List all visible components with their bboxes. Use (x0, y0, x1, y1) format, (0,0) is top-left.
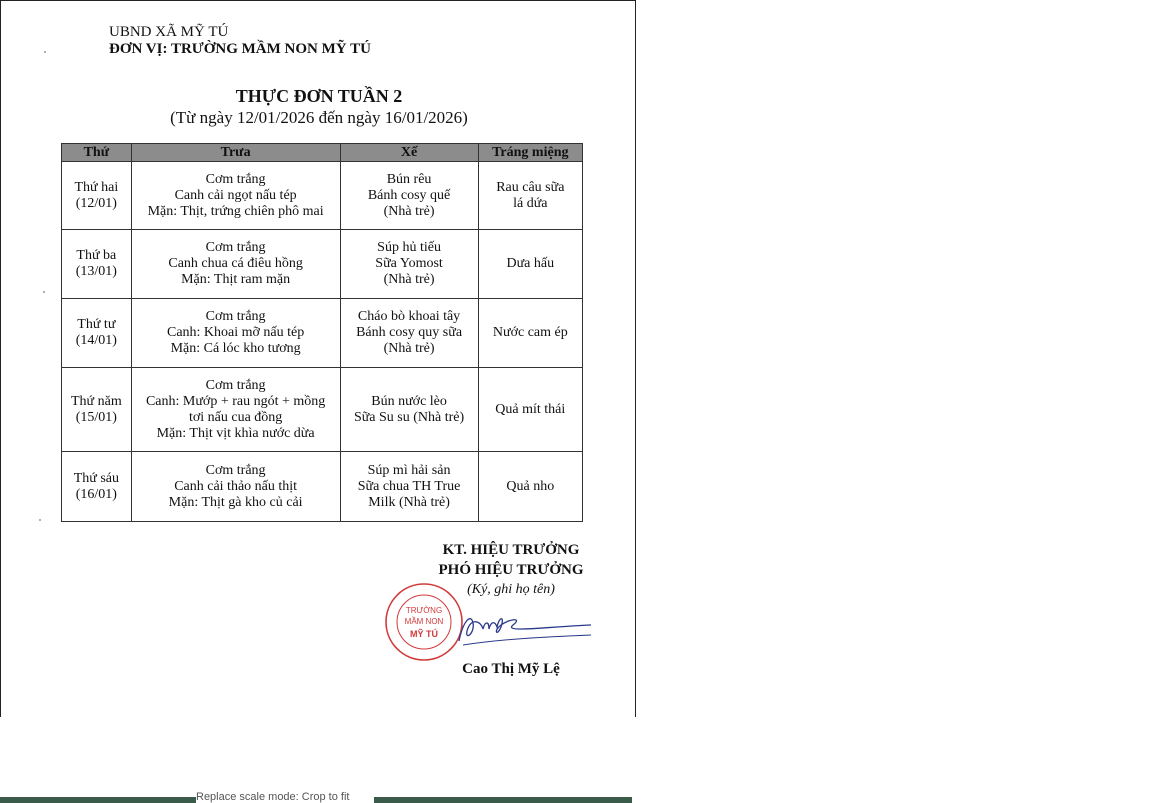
stamp-line-1: TRƯỜNG (405, 606, 443, 615)
col-header-snack: Xế (340, 144, 478, 162)
col-header-day: Thứ (62, 144, 132, 162)
scale-mode-label: Replace scale mode: Crop to fit (196, 792, 374, 803)
lunch-cell: Cơm trắng Canh: Khoai mỡ nấu tép Mặn: Cá lóc kho tương (131, 299, 340, 368)
table-row (62, 299, 583, 368)
scan-speck (44, 51, 46, 53)
signature-note: (Ký, ghi họ tên) (467, 582, 555, 597)
table-row (62, 368, 583, 452)
day-cell: Thứ năm (15/01) (62, 368, 132, 452)
menu-table (61, 143, 583, 522)
dessert-cell: Quả nho (478, 452, 582, 522)
menu-table-header (62, 144, 583, 162)
snack-cell: Bún rêu Bánh cosy quế (Nhà trẻ) (340, 162, 478, 230)
dessert-cell: Nước cam ép (478, 299, 582, 368)
scan-speck (43, 291, 45, 293)
lunch-cell: Cơm trắng Canh chua cá điêu hồng Mặn: Thịt ram mặn (131, 230, 340, 299)
signature-title-1: KT. HIỆU TRƯỞNG (442, 542, 580, 558)
day-cell: Thứ tư (14/01) (62, 299, 132, 368)
table-row (62, 162, 583, 230)
document-page (0, 0, 636, 717)
stamp-line-2: MẦM NON (404, 617, 444, 626)
dessert-cell: Dưa hấu (478, 230, 582, 299)
lunch-cell: Cơm trắng Canh cải thảo nấu thịt Mặn: Thịt gà kho củ cải (131, 452, 340, 522)
day-cell: Thứ ba (13/01) (62, 230, 132, 299)
lunch-cell: Cơm trắng Canh: Mướp + rau ngót + mồng tơi nấu cua đồng Mặn: Thịt vịt khìa nước dừa (131, 368, 340, 452)
table-row (62, 230, 583, 299)
dessert-cell: Rau câu sữa lá dứa (478, 162, 582, 230)
snack-cell: Súp hủ tiếu Sữa Yomost (Nhà trẻ) (340, 230, 478, 299)
snack-cell: Bún nước lèo Sữa Su su (Nhà trẻ) (340, 368, 478, 452)
handwritten-signature-icon (453, 601, 593, 651)
menu-date-range: (Từ ngày 12/01/2026 đến ngày 16/01/2026) (170, 108, 468, 127)
snack-cell: Cháo bò khoai tây Bánh cosy quy sữa (Nhà trẻ) (340, 299, 478, 368)
signature-title-2: PHÓ HIỆU TRƯỞNG (438, 562, 584, 578)
col-header-dessert: Tráng miệng (478, 144, 582, 162)
day-cell: Thứ sáu (16/01) (62, 452, 132, 522)
snack-cell: Súp mì hải sản Sữa chua TH True Milk (Nhà trẻ) (340, 452, 478, 522)
signer-name: Cao Thị Mỹ Lệ (462, 661, 560, 677)
scan-speck (39, 519, 41, 521)
stamp-line-3: MỸ TÚ (410, 629, 438, 639)
dessert-cell: Quả mít thái (478, 368, 582, 452)
day-cell: Thứ hai (12/01) (62, 162, 132, 230)
menu-title: THỰC ĐƠN TUẦN 2 (235, 86, 403, 106)
org-line-1: UBND XÃ MỸ TÚ (109, 24, 229, 40)
lunch-cell: Cơm trắng Canh cải ngọt nấu tép Mặn: Thịt, trứng chiên phô mai (131, 162, 340, 230)
col-header-lunch: Trưa (131, 144, 340, 162)
table-row (62, 452, 583, 522)
org-line-2: ĐƠN VỊ: TRƯỜNG MẦM NON MỸ TÚ (109, 41, 371, 57)
